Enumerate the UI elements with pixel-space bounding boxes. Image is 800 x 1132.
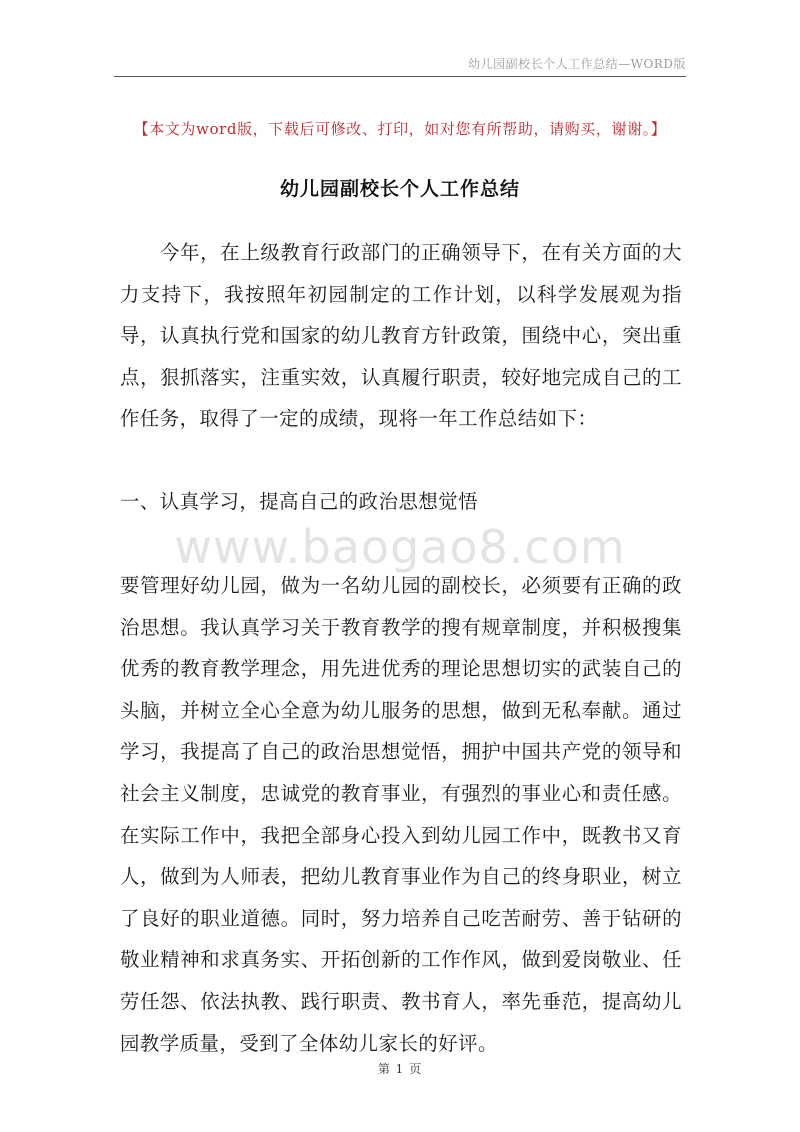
page-number: 第 1 页 bbox=[377, 1062, 423, 1076]
section-1-paragraph: 要管理好幼儿园，做为一名幼儿园的副校长，必须要有正确的政治思想。我认真学习关于教育教学的搜有规章制度，并积极搜集优秀的教育教学理念，用先进优秀的理论思想切实的武装自己的头脑，并树立全心全意为幼儿服务的思想，做到无私奉献。通过学习，我提高了自己的政治思想觉悟，拥护中国共产党的领导和社会主义制度，忠诚党的教育事业，有强烈的事业心和责任感。在实际工作中，我把全部身心投入到幼儿园工作中，既教书又育人，做到为人师表，把幼儿教育事业作为自己的终身职业，树立了良好的职业道德。同时，努力培养自己吃苦耐劳、善于钻研的敬业精神和求真务实、开拓创新的工作作风，做到爱岗敬业、任劳任怨、依法执教、践行职责、教书育人，率先垂范，提高幼儿园教学质量，受到了全体幼儿家长的好评。 bbox=[120, 574, 682, 1055]
document-title: 幼儿园副校长个人工作总结 bbox=[279, 178, 520, 200]
running-header: 幼儿园副校长个人工作总结—WORD版 bbox=[468, 57, 686, 71]
intro-paragraph: 今年，在上级教育行政部门的正确领导下，在有关方面的大力支持下，我按照年初园制定的工作计划，以科学发展观为指导，认真执行党和国家的幼儿教育方针政策，围绕中心，突出重点，狠抓落实，注重实效，认真履行职责，较好地完成自己的工作任务，取得了一定的成绩，现将一年工作总结如下： bbox=[120, 241, 682, 431]
header-divider bbox=[114, 76, 686, 77]
section-heading-1: 一、认真学习，提高自己的政治思想觉悟 bbox=[120, 490, 479, 513]
watermark: www.baogao8.com bbox=[174, 520, 626, 574]
purchase-notice: 【本文为word版，下载后可修改、打印，如对您有所帮助，请购买，谢谢。】 bbox=[133, 120, 667, 138]
